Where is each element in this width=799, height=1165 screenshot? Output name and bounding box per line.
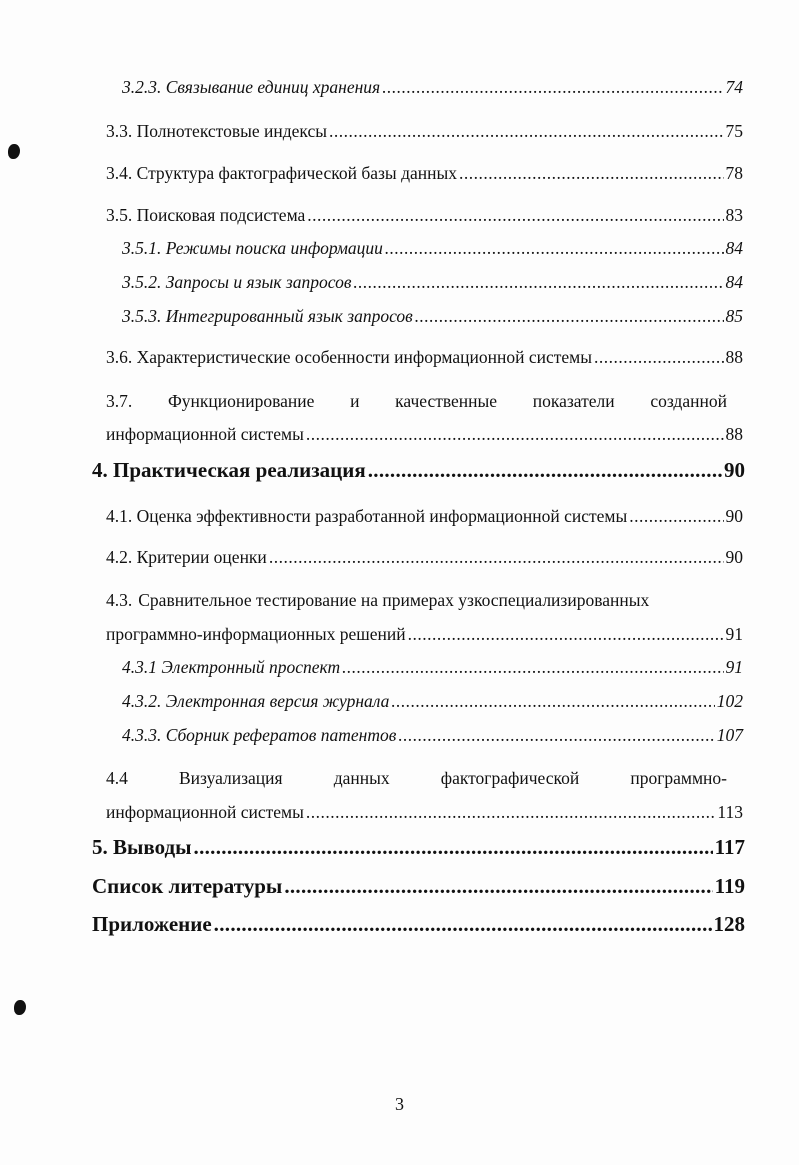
toc-entry-4-3-line2[interactable]: [106, 623, 743, 645]
toc-page: 102: [716, 691, 743, 711]
toc-appendix[interactable]: [92, 911, 745, 937]
toc-entry-3-5-2[interactable]: [122, 271, 743, 293]
dot-leader: [391, 690, 714, 712]
toc-page: 85: [725, 306, 743, 326]
toc-entry-3-7-line2[interactable]: [106, 423, 743, 445]
toc-word: показатели: [532, 391, 615, 411]
toc-number: 3.5.: [106, 205, 133, 225]
toc-word: Функционирование: [167, 391, 315, 411]
dot-leader: [342, 656, 723, 678]
toc-number: 4.4: [106, 768, 128, 788]
dot-leader: [353, 271, 723, 293]
toc-page: 90: [725, 547, 743, 567]
toc-page: 84: [725, 272, 743, 292]
toc-entry-4-3-line1[interactable]: [106, 589, 727, 611]
toc-entry-3-2-3[interactable]: [122, 76, 743, 98]
toc-number: 4.3.3.: [122, 725, 162, 745]
toc-number: 3.7.: [106, 391, 133, 411]
dot-leader: [368, 457, 722, 483]
toc-title: Связывание единиц хранения: [165, 77, 381, 97]
toc-word: Визуализация: [179, 768, 283, 788]
toc-title: Критерии оценки: [136, 547, 267, 567]
toc-number: 4.2.: [106, 547, 133, 567]
toc-title: Сравнительное тестирование на примерах узкоспециализированных: [138, 590, 650, 610]
dot-leader: [385, 237, 724, 259]
toc-number: 3.3.: [106, 121, 133, 141]
toc-entry-4-4-line2[interactable]: [106, 801, 743, 823]
toc-page: 113: [717, 802, 743, 822]
toc-title: Режимы поиска информации: [165, 238, 383, 258]
dot-leader: [459, 162, 724, 184]
toc-title: Поисковая подсистема: [136, 205, 306, 225]
toc-number: 4.3.: [106, 590, 133, 610]
toc-title: Сборник рефератов патентов: [165, 725, 397, 745]
dot-leader: [415, 305, 724, 327]
dot-leader: [408, 623, 724, 645]
toc-entry-4-4-line1[interactable]: [106, 767, 727, 789]
toc-title: 4. Практическая реализация: [92, 458, 366, 482]
toc-page: 83: [725, 205, 743, 225]
toc-word: программно-: [630, 768, 727, 788]
toc-title: информационной системы: [106, 424, 304, 444]
toc-section-5[interactable]: [92, 834, 745, 860]
toc-page: 90: [725, 506, 743, 526]
toc-entry-4-3-2[interactable]: [122, 690, 743, 712]
ink-blot-bottom: [14, 1000, 26, 1015]
toc-number: 3.5.3.: [122, 306, 162, 326]
toc-page: 128: [713, 912, 745, 936]
toc-entry-3-6[interactable]: [106, 346, 743, 368]
toc-page: 91: [725, 624, 743, 644]
toc-title: Характеристические особенности информационной системы: [136, 347, 593, 367]
toc-title: 5. Выводы: [92, 835, 192, 859]
toc-title: Приложение: [92, 912, 212, 936]
dot-leader: [398, 724, 714, 746]
toc-word: качественные: [395, 391, 498, 411]
toc-title: Список литературы: [92, 874, 283, 898]
toc-entry-3-5-3[interactable]: [122, 305, 743, 327]
page-number: 3: [395, 1094, 404, 1114]
toc-title: Запросы и язык запросов: [165, 272, 352, 292]
toc-title: Полнотекстовые индексы: [136, 121, 327, 141]
toc-entry-4-2[interactable]: [106, 546, 743, 568]
dot-leader: [284, 873, 712, 899]
toc-page: 107: [716, 725, 743, 745]
toc-word: фактографической: [440, 768, 580, 788]
dot-leader: [269, 546, 724, 568]
toc-word: и: [350, 391, 360, 411]
toc-number: 3.4.: [106, 163, 133, 183]
toc-number: 4.1.: [106, 506, 133, 526]
toc-page: 88: [725, 424, 743, 444]
toc-number: 3.2.3.: [122, 77, 162, 97]
toc-title: Электронная версия журнала: [165, 691, 390, 711]
toc-entry-3-3[interactable]: [106, 120, 743, 142]
toc-page: 84: [725, 238, 743, 258]
toc-page: 78: [725, 163, 743, 183]
dot-leader: [594, 346, 723, 368]
toc-entry-3-5[interactable]: [106, 204, 743, 226]
dot-leader: [629, 505, 723, 527]
toc-page: 90: [724, 458, 745, 482]
toc-title: программно-информационных решений: [106, 624, 406, 644]
toc-title: Структура фактографической базы данных: [136, 163, 457, 183]
toc-page: 74: [725, 77, 743, 97]
toc-literature[interactable]: [92, 873, 745, 899]
toc-page: 75: [725, 121, 743, 141]
toc-number: 4.3.1: [122, 657, 157, 677]
toc-entry-4-3-1[interactable]: [122, 656, 743, 678]
toc-title: информационной системы: [106, 802, 304, 822]
toc-entry-3-7-line1[interactable]: [106, 390, 727, 412]
toc-entry-3-5-1[interactable]: [122, 237, 743, 259]
toc-number: 3.5.1.: [122, 238, 162, 258]
dot-leader: [307, 204, 723, 226]
toc-title: Электронный проспект: [161, 657, 341, 677]
dot-leader: [306, 423, 724, 445]
dot-leader: [194, 834, 713, 860]
toc-title: Интегрированный язык запросов: [165, 306, 413, 326]
toc-section-4[interactable]: [92, 457, 745, 483]
toc-page: 119: [714, 874, 745, 898]
toc-word: данных: [333, 768, 390, 788]
toc-page: 88: [725, 347, 743, 367]
toc-word: созданной: [650, 391, 727, 411]
toc-title: Оценка эффективности разработанной информационной системы: [136, 506, 628, 526]
toc-number: 3.6.: [106, 347, 133, 367]
toc-page: 117: [714, 835, 745, 859]
dot-leader: [306, 801, 716, 823]
ink-blot-top: [8, 144, 20, 159]
toc-entry-4-1[interactable]: [106, 505, 743, 527]
toc-entry-4-3-3[interactable]: [122, 724, 743, 746]
toc-number: 3.5.2.: [122, 272, 162, 292]
dot-leader: [329, 120, 724, 142]
toc-entry-3-4[interactable]: [106, 162, 743, 184]
dot-leader: [214, 911, 712, 937]
toc-page: 91: [725, 657, 743, 677]
toc-number: 4.3.2.: [122, 691, 162, 711]
dot-leader: [382, 76, 723, 98]
